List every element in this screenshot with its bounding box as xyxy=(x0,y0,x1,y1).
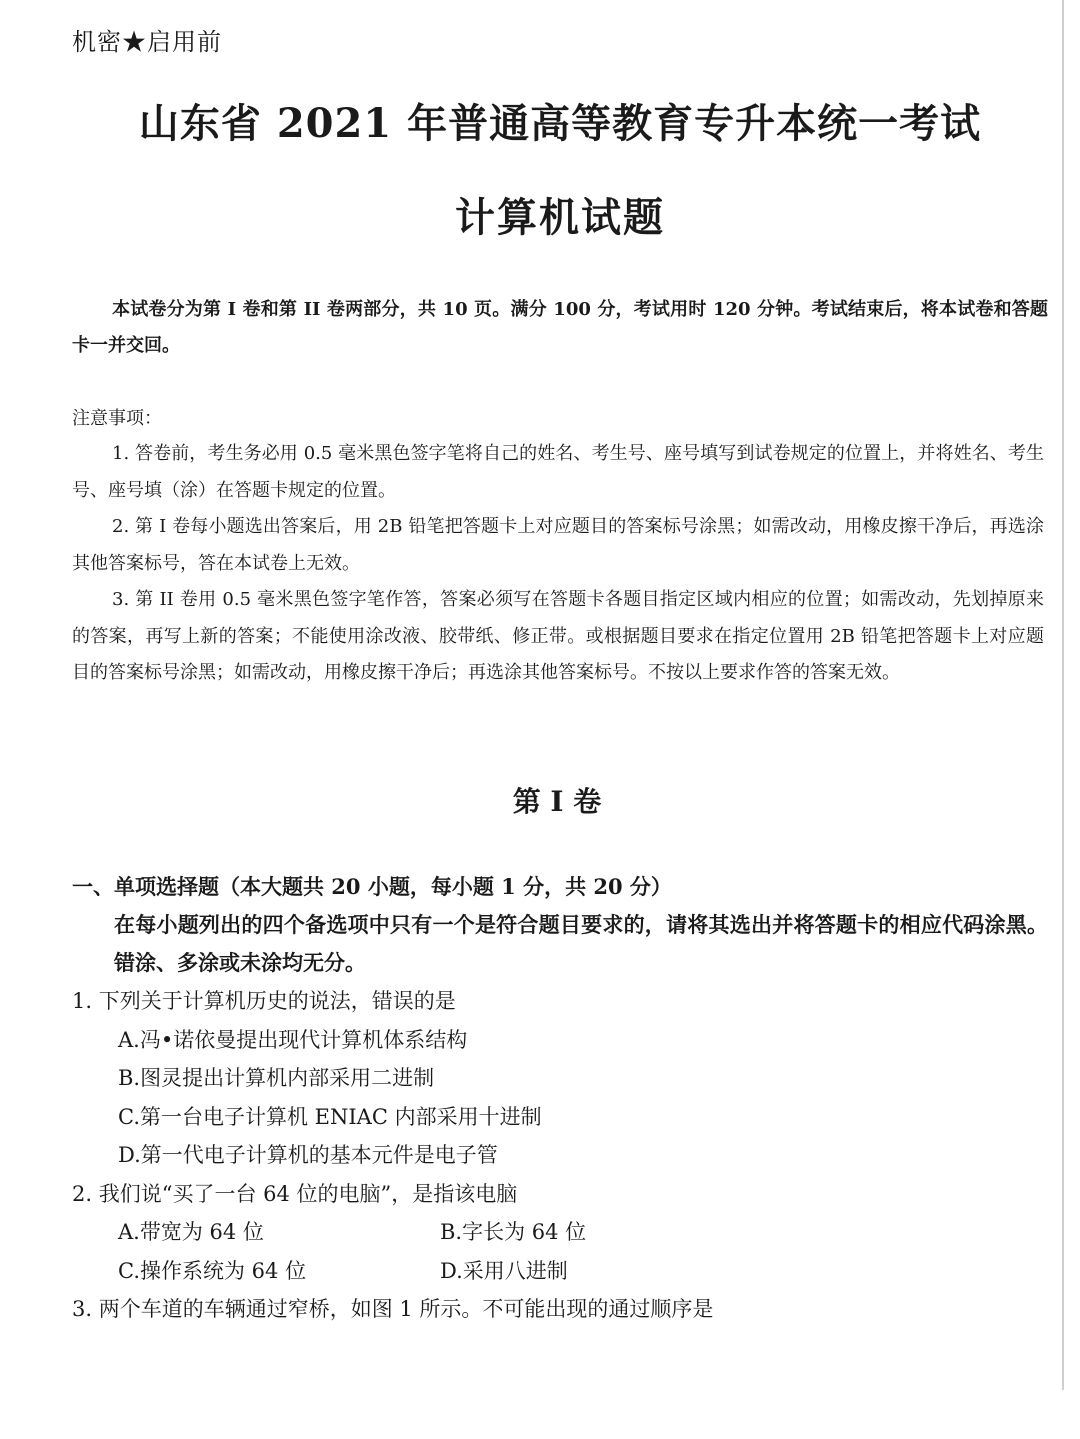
question-1-option-d: D.第一代电子计算机的基本元件是电子管 xyxy=(118,1143,498,1167)
question-2-option-a: A.带宽为 64 位 xyxy=(118,1220,264,1244)
question-2-option-c: C.操作系统为 64 位 xyxy=(118,1258,307,1283)
notice-list xyxy=(72,436,1044,692)
question-2-options-row-2 xyxy=(72,1252,1048,1291)
question-3-stem: 3. 两个车道的车辆通过窄桥，如图 1 所示。不可能出现的通过顺序是 xyxy=(72,1297,714,1321)
section-single-choice xyxy=(72,868,1048,982)
question-2-option-b: B.字长为 64 位 xyxy=(440,1220,587,1244)
confidential-label: 机密★启用前 xyxy=(72,28,222,56)
question-1-stem: 1. 下列关于计算机历史的说法，错误的是 xyxy=(72,989,456,1013)
notice-item: 2. 第 I 卷每小题选出答案后，用 2B 铅笔把答题卡上对应题目的答案标号涂黑；如需改动，用橡皮擦干净后，再选涂其他答案标号，答在本试卷上无效。 xyxy=(72,516,1044,574)
question-2-stem: 2. 我们说“买了一台 64 位的电脑”，是指该电脑 xyxy=(72,1181,518,1206)
notice-title: 注意事项： xyxy=(72,408,162,429)
question-1-option-b: B.图灵提出计算机内部采用二进制 xyxy=(118,1066,435,1090)
exam-intro: 本试卷分为第 I 卷和第 II 卷两部分，共 10 页。满分 100 分，考试用时 120 分钟。考试结束后，将本试卷和答题卡一并交回。 xyxy=(72,299,1048,356)
question-1-option-a: A.冯•诺依曼提出现代计算机体系结构 xyxy=(118,1027,468,1052)
question-list xyxy=(72,982,1048,1329)
question-1-option-c: C.第一台电子计算机 ENIAC 内部采用十进制 xyxy=(118,1104,542,1129)
section-instruction: 在每小题列出的四个备选项中只有一个是符合题目要求的，请将其选出并将答题卡的相应代码涂黑。错涂、多涂或未涂均无分。 xyxy=(114,912,1048,975)
question-2-option-d: D.采用八进制 xyxy=(440,1258,568,1283)
volume-title: 第 I 卷 xyxy=(512,785,602,818)
exam-title: 山东省 2021 年普通高等教育专升本统一考试 xyxy=(138,100,982,147)
section-heading: 一、单项选择题（本大题共 20 小题，每小题 1 分，共 20 分） xyxy=(72,874,672,899)
exam-subtitle: 计算机试题 xyxy=(455,194,665,241)
notice-item: 1. 答卷前，考生务必用 0.5 毫米黑色签字笔将自己的姓名、考生号、座号填写到试卷规定的位置上，并将姓名、考生号、座号填（涂）在答题卡规定的位置。 xyxy=(72,443,1044,501)
notice-item: 3. 第 II 卷用 0.5 毫米黑色签字笔作答，答案必须写在答题卡各题目指定区域内相应的位置；如需改动，先划掉原来的答案，再写上新的答案；不能使用涂改液、胶带纸、修正带。或根据题目要求在指定位置用 2B 铅笔把答题卡上对应题目的答案标号涂黑；如需改动，用橡皮擦干净后；再选涂其他答案标号。不按以上要求作答的答案无效。 xyxy=(72,589,1044,683)
question-2-options-row-1 xyxy=(72,1213,1048,1252)
